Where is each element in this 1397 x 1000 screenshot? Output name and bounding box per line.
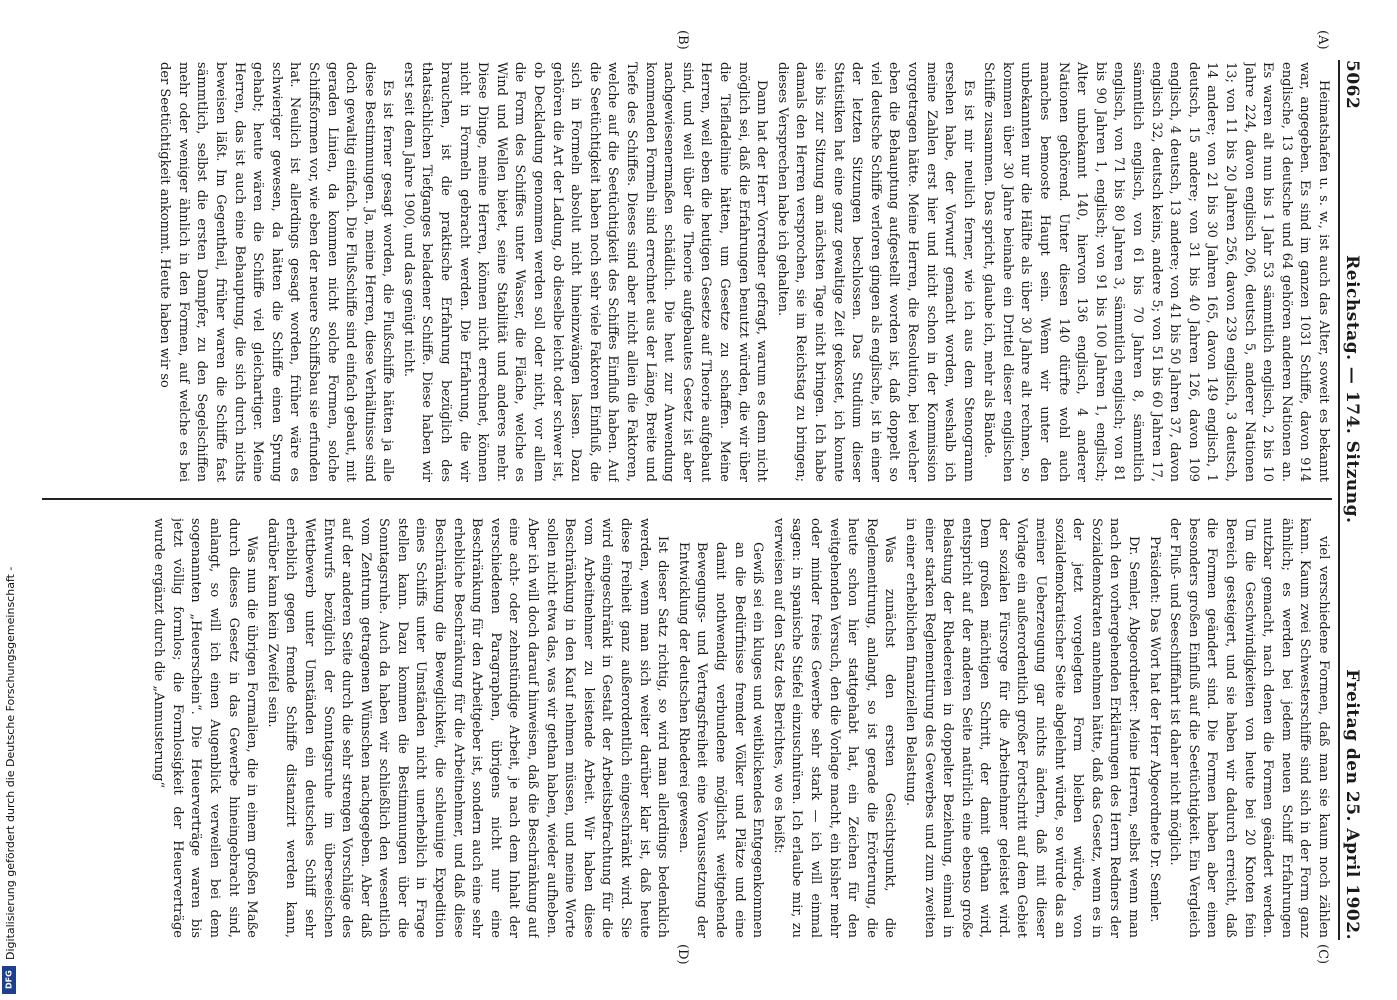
page-header — [1342, 60, 1372, 940]
paragraph: viel verschiedene Formen, daß man sie kaum noch zählen kann. Kaum zwei Schwesterschiffe sind sich in der Form ganz ähnlich; es werden bei jedem neuen Schiff Erfahrungen nutzbar gemacht, nach denen die Formen geändert werden. Um die Geschwindigkeiten von heute bei 20 Knoten fein Bereich gesteigert, und sie haben wir dadurch erreicht, daß die Formen geändert sind. Die Formen haben aber einen besonders großen Einfluß auf die Seetüchtigkeit. Ein Vergleich der Fluß- und Seeschifffahrt ist daher nicht möglich. — [1167, 518, 1331, 938]
margin-mark-c: (C) — [1315, 944, 1330, 965]
margin-mark-a: (A) — [1315, 30, 1330, 50]
paragraph: Es ist mir neulich ferner, wie ich aus dem Stenogramm ersehen habe, der Vorwurf gemacht worden, weshalb ich meine Zahlen erst hier und nicht schon in der Kommission vorgetragen hätte. Meine Herren, die Resolution, bei welcher eben die Behauptung aufgestellt worden ist, daß doppelt so viel deutsche Schiffe verloren gingen als englische, ist in einer der letzten Sitzungen beschlossen. Das Studium dieser Statistiken hat eine ganz gewaltige Zeit gekostet, ich konnte sie bis zur Sitzung am nächsten Tage nicht bringen. Ich habe damals den Herren versprochen, sie im Reichstag zu bringen; dieses Versprechen habe ich gehalten. — [774, 62, 976, 482]
paragraph: Was nun die übrigen Formalien, die in einem großen Maße durch dieses Gesetz in das Gewerbe hineingebracht sind, anlangt, so will ich einen Augenblick verweilen bei dem sogenannten „Heuerschein“. Die Heuerverträge waren bis jetzt völlig formlos; die Formlosigkeit der Heuerverträge wurde ergänzt durch die „Anmusterung“ — [151, 518, 260, 938]
paragraph: Was zunächst den ersten Gesichtspunkt, die Reglementirung, anlangt, so ist gerade die Erörterung, die heute schon hier stattgehabt hat, ein Zeichen für den weitgehenden Versuch, den die Vorlage macht, ein bisher mehr oder minder freies Gewerbe sehr stark — ich will einmal sagen: in spanische Stiefel einzuschnüren. Ich erlaube mir, zu verweisen auf den Satz des Berichtes, wo es heißt: — [770, 518, 898, 938]
quoted-paragraph: Gewiß sei ein kluges und weitblickendes Entgegenkommen an die Bedürfnisse fremder Völker und Plätze und eine damit nothwendig verbundene möglichst weitgehende Bewegungs- und Vertragsfreiheit eine Voraussetzung der Entwicklung der deutschen Rhederei gewesen. — [675, 542, 766, 938]
paragraph: Ist dieser Satz richtig, so wird man allerdings bedenklich werden, wenn man sich weiter darüber klar ist, daß heute diese Freiheit ganz außerordentlich eingeschränkt wird. Sie wird eingeschränkt in Gestalt der Arbeitsbefrachtung für die vom Arbeitnehmer zu leistende Arbeit. Wir haben diese Beschränkung in den Kauf nehmen müssen, und meine Worte sollen nicht etwa das, was wir gethan haben, wieder aufheben. Aber ich will doch darauf hinweisen, daß die Beschränkung auf eine acht- oder zehnstündige Arbeit, je nach dem Inhalt der verschiedenen Paragraphen, übrigens nicht nur eine Beschränkung für den Arbeitgeber ist, sondern auch eine sehr erhebliche Beschränkung für die Arbeitnehmer, und daß diese Beschränkung die Beweglichkeit, die schleunige Expedition eines Schiffs unter Umständen nicht unerheblich in Frage stellen kann. Dazu kommen die Bestimmungen über die Sonntagsruhe. Auch da haben wir schließlich den wesentlich vom Zentrum getragenen Wünschen nachgegeben. Aber daß auf der anderen Seite durch die sehr strengen Vorschläge des Entwurfs bezüglich der Sonntagsruhe im überseeischen Wettbewerb unter Umständen ein deutsches Schiff sehr erheblich gegen fremde Schiffe distanzirt werden kann, darüber kann kein Zweifel sein. — [264, 518, 671, 938]
margin-mark-b: (B) — [675, 30, 690, 50]
document-page — [2, 0, 1380, 1000]
left-column — [42, 62, 1332, 482]
right-column — [42, 518, 1332, 938]
speaker-paragraph: Präsident: Das Wort hat der Herr Abgeordnete Dr. Semler. — [1146, 536, 1162, 923]
paragraph: Dann hat der Herr Vorredner gefragt, warum es denn nicht möglich sei, daß die Erfahrungen benutzt würden, die wir über die Tiefladelinie hätten, um Gesetze zu schaffen. Meine Herren, weil eben die heutigen Gesetze auf Theorie aufgebaut sind, und weil über die Theorie aufgebautes Gesetz ist aber nachgewiesenermaßen schädlich. Die heut zur Anwendung kommenden Formeln sind errechnet aus der Länge, Breite und Tiefe des Schiffes. Dieses sind aber nicht allein die Faktoren, welche auf die Seetüchtigkeit des Schiffes Einfluß haben. Auf die Seetüchtigkeit haben noch sehr viele Faktoren Einfluß, die sich in Formeln absolut nicht hineinzwängen lassen. Dazu gehören die Art der Ladung, ob dieselbe leicht oder schwer ist, ob Deckladung genommen werden soll oder nicht, vor allem die Form des Schiffes unter Wasser, die Fläche, welche es Wind und Wellen bietet, seine Stabilität und anderes mehr. Diese Dinge, meine Herren, können nicht errechnet, können nicht in Formeln gebracht werden. Die Erfahrung, die wir brauchen, ist die praktische Erfahrung bezüglich des thatsächlichen Tiefganges beladener Schiffe. Diese haben wir erst seit dem Jahre 1900, und das genügt nicht. — [400, 62, 770, 482]
column-divider — [42, 498, 1332, 500]
speaker-paragraph: Dr. Semler, Abgeordneter: Meine Herren, selbst wenn man nach den vorhergehenden Erklärungen des Herrn Redners der Sozialdemokraten annehmen hätte, daß das Gesetz, wenn es in der jetzt vorgelegten Form bleiben würde, von sozialdemokratischer Seite abgelehnt würde, so würde das an meiner Ueberzeugung gar nichts ändern, daß mit dieser Vorlage ein außerordentlich großer Fortschritt auf dem Gebiet der sozialen Fürsorge für die Arbeitnehmer geleistet wird. Dem großen mächtigen Schritt, der damit gethan wird, entspricht auf der anderen Seite natürlich eine ebenso große Belastung der Rhedereien in doppelter Beziehung, einmal in einer starken Reglementirung des Gewerbes und zum zweiten in einer erheblichen finanziellen Belastung. — [902, 518, 1142, 938]
session-title: Reichstag. — 174. Sitzung. — [1342, 255, 1362, 524]
digitization-credit: Digitalisierung gefördert durch die Deutsche Forschungsgemeinschaft - — [4, 566, 17, 960]
margin-mark-d: (D) — [675, 944, 690, 965]
session-date: Freitag den 25. April 1902. — [1342, 669, 1362, 940]
dfg-logo: DFG — [2, 966, 16, 994]
page-number: 5062 — [1342, 60, 1362, 110]
paragraph: Heimatshafen u. s. w., ist auch das Alter, soweit es bekannt war, angegeben. Es sind im ganzen 1031 Schiffe, davon 914 englische, 13 deutsche und 64 gehören anderen Nationen an. Es waren alt nun bis 1 Jahr 53 sämmtlich englisch, 2 bis 10 Jahre 224, davon englisch 206, deutsch 5, anderer Nationen 13; von 11 bis 20 Jahren 256, davon 239 englisch, 3 deutsch, 14 andere; von 21 bis 30 Jahren 165, davon 149 englisch, 1 deutsch, 15 andere; von 31 bis 40 Jahren 126, davon 109 englisch, 4 deutsch, 13 andere; von 41 bis 50 Jahren 37, davon englisch 32, deutsch keins, andere 5; von 51 bis 60 Jahren 17, sämmtlich englisch, von 61 bis 70 Jahren 8, sämmtlich englisch, von 71 bis 80 Jahren 3, sämmtlich englisch; von 81 bis 90 Jahren 1, englisch; von 91 bis 100 Jahren 1, englisch; Alter unbekannt 140, hiervon 136 englisch, 4 anderer Nationen gehörend. Unter diesen 140 dürfte wohl auch manches bemooste Haupt sein. Wenn wir unter den unbekannten nur die Hälfte als über 30 Jahre alt rechnen, so kommen über 30 Jahre beinahe ein Drittel dieser englischen Schiffe zusammen. Das spricht, glaube ich, mehr als Bände. — [981, 62, 1331, 482]
paragraph: Es ist ferner gesagt worden, die Flußschiffe hätten ja alle diese Bestimmungen. Ja, meine Herren, diese Verhältnisse sind doch gewaltig einfach. Die Flußschiffe sind einfach gebaut, mit geraden Linien, da kommen nicht solche Formen, solche Schiffsformen vor, wie eben der neuere Schiffsbau sie erfunden hat. Neulich ist allerdings gesagt worden, früher wäre es schwieriger gewesen, da hätten die Schiffe einen Sprung gehabt; heute wären die Schiffe viel gleichartiger. Meine Herren, das ist auch eine Behauptung, die sich durch nichts beweisen läßt. Im Gegentheil, früher waren die Schiffe fast sämmtlich, selbst die ersten Dampfer, zu den Segelschiffen mehr oder weniger ähnlich in den Formen, auf welche es bei der Seetüchtigkeit ankommt. Heute haben wir so — [157, 62, 396, 482]
header-rule — [1338, 60, 1340, 940]
